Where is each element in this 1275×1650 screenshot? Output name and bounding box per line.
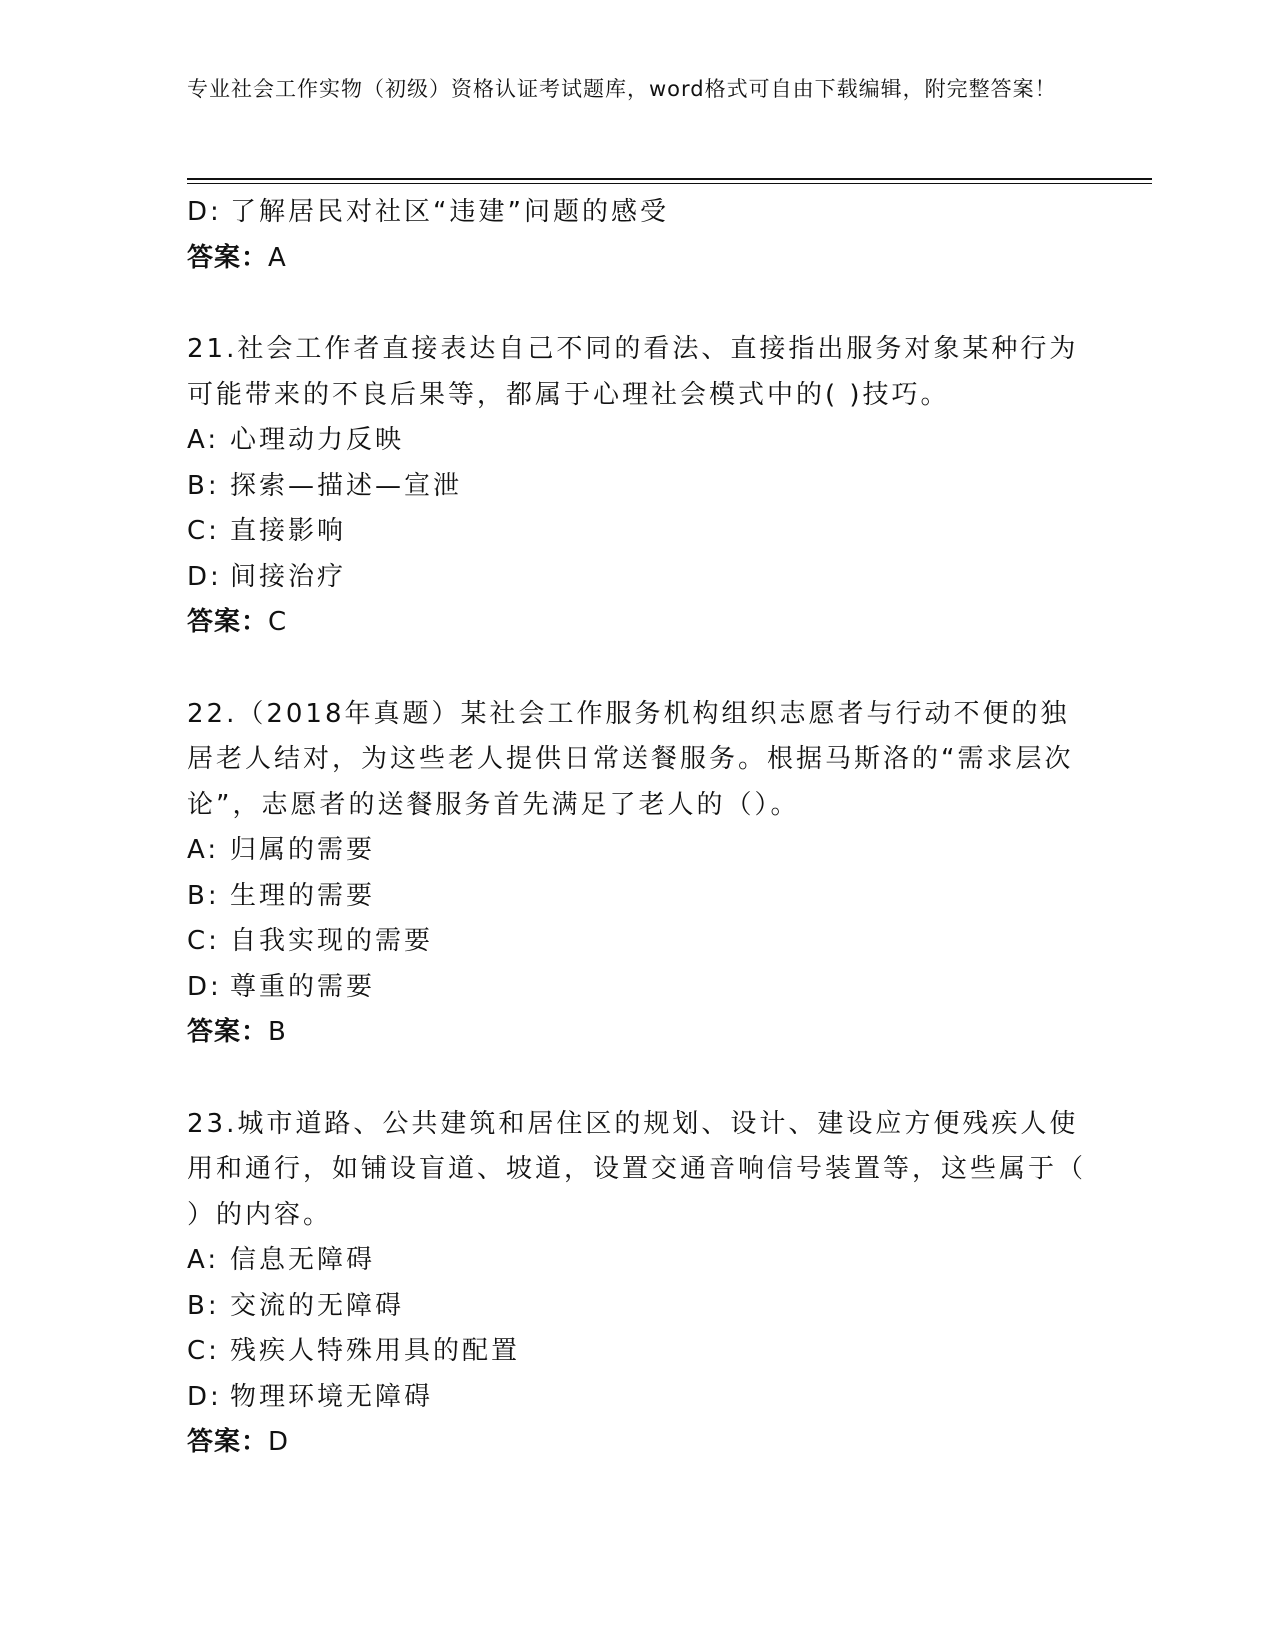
option-d [187, 965, 1087, 1011]
option-text: 了解居民对社区“违建”问题的感受 [230, 197, 669, 227]
option-a [187, 828, 1087, 874]
option-letter: D: [187, 561, 222, 592]
option-letter: B: [187, 880, 220, 911]
spacer [187, 281, 1087, 327]
option-letter: C: [187, 1336, 220, 1366]
answer [187, 1420, 1087, 1466]
option-letter: B: [187, 470, 220, 501]
option-letter: C: [187, 516, 220, 546]
answer-label: 答案： [187, 1017, 269, 1047]
option-letter: A: [187, 835, 220, 865]
option-b [187, 464, 1087, 510]
question-22 [187, 692, 1087, 1056]
option-b [187, 874, 1087, 920]
answer-label: 答案： [187, 242, 269, 273]
option-text: 归属的需要 [230, 835, 376, 865]
answer-value: A [268, 242, 287, 273]
answer-value: B [268, 1017, 287, 1047]
answer-value: C [268, 607, 288, 637]
answer-value: D [268, 1427, 290, 1457]
option-text: 信息无障碍 [230, 1245, 376, 1275]
question-text: 22.（2018年真题）某社会工作服务机构组织志愿者与行动不便的独居老人结对，为这些老人提供日常送餐服务。根据马斯洛的“需求层次论”，志愿者的送餐服务首先满足了老人的（）。 [187, 698, 1074, 820]
question-text: 23.城市道路、公共建筑和居住区的规划、设计、建设应方便残疾人使用和通行，如铺设盲道、坡道，设置交通音响信号装置等，这些属于（ ）的内容。 [187, 1108, 1087, 1230]
option-text: 物理环境无障碍 [230, 1381, 434, 1412]
option-letter: D: [187, 1381, 222, 1412]
question-23 [187, 1102, 1087, 1466]
option-text: 直接影响 [230, 516, 347, 546]
question-21 [187, 327, 1087, 646]
header-rule-thick [187, 178, 1152, 180]
option-text: 尊重的需要 [230, 971, 376, 1002]
answer [187, 600, 1087, 646]
option-b [187, 1284, 1087, 1330]
option-text: 残疾人特殊用具的配置 [230, 1336, 521, 1366]
option-letter: C: [187, 926, 220, 956]
option-letter: A: [187, 425, 220, 455]
prev-answer [187, 236, 1087, 282]
spacer [187, 646, 1087, 692]
option-letter: A: [187, 1245, 220, 1275]
option-a [187, 418, 1087, 464]
answer-label: 答案： [187, 607, 269, 637]
option-letter: D: [187, 971, 222, 1002]
prev-option-d [187, 190, 1087, 236]
option-c [187, 1329, 1087, 1375]
question-text: 21.社会工作者直接表达自己不同的看法、直接指出服务对象某种行为可能带来的不良后果等，都属于心理社会模式中的( )技巧。 [187, 334, 1079, 410]
option-text: 间接治疗 [230, 561, 347, 592]
answer-label: 答案： [187, 1427, 269, 1457]
option-letter: D: [187, 197, 222, 227]
option-text: 生理的需要 [230, 880, 376, 911]
header-rule-thin [187, 183, 1152, 184]
option-a [187, 1238, 1087, 1284]
option-d [187, 1375, 1087, 1421]
spacer [187, 1056, 1087, 1102]
option-text: 心理动力反映 [230, 425, 405, 455]
page-header: 专业社会工作实物（初级）资格认证考试题库，word格式可自由下载编辑，附完整答案！ [187, 77, 1057, 101]
option-c [187, 509, 1087, 555]
question-content [187, 190, 1087, 1466]
option-c [187, 919, 1087, 965]
option-text: 自我实现的需要 [230, 926, 434, 956]
answer [187, 1010, 1087, 1056]
option-text: 探索—描述—宣泄 [230, 470, 463, 501]
option-letter: B: [187, 1290, 220, 1321]
option-d [187, 555, 1087, 601]
option-text: 交流的无障碍 [230, 1290, 405, 1321]
